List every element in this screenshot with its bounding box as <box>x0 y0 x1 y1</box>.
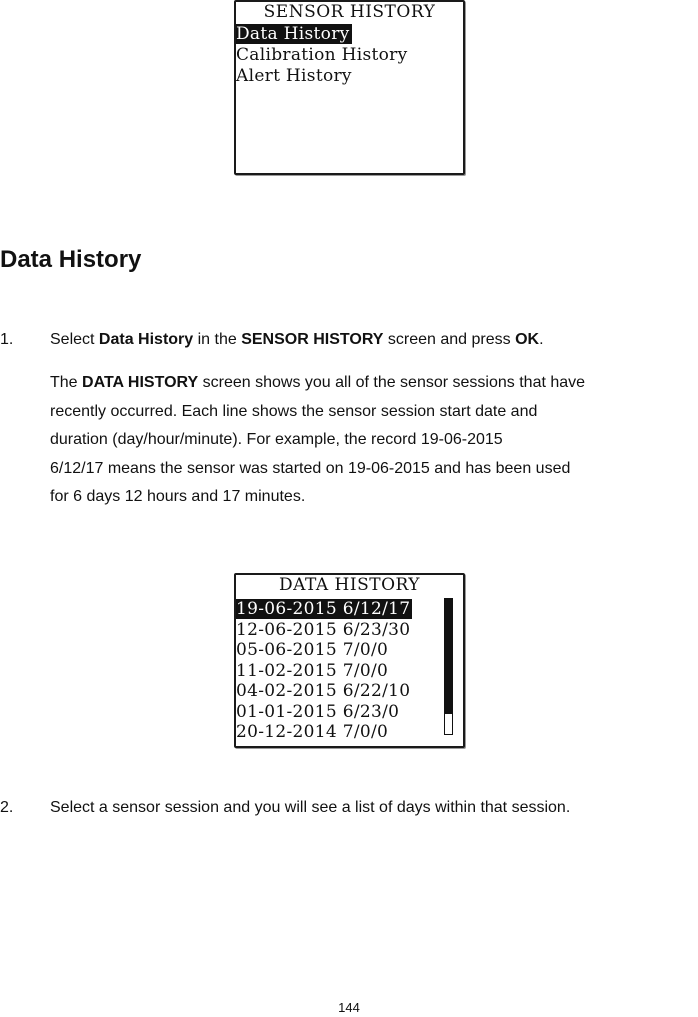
sensor-history-screen <box>234 0 465 175</box>
menu-item-calibration-history[interactable]: Calibration History <box>236 45 408 65</box>
menu-item-data-history[interactable]: Data History <box>236 24 350 44</box>
para-line-5: for 6 days 12 hours and 17 minutes. <box>50 488 306 505</box>
menu-item-alert-history[interactable]: Alert History <box>236 66 352 86</box>
step-text: Select a sensor session and you will see a list of days within that session. <box>50 799 571 816</box>
data-history-description <box>50 369 696 512</box>
step-text: Select Data History in the SENSOR HISTORY screen and press OK. <box>50 331 544 348</box>
step-1 <box>0 326 698 354</box>
history-row[interactable]: 01-01-2015 6/23/0 <box>236 701 400 722</box>
step-number: 1. <box>0 331 14 348</box>
page-number: 144 <box>338 1000 360 1015</box>
history-row[interactable]: 19-06-2015 6/12/17 <box>236 599 411 619</box>
para-line-4: 6/12/17 means the sensor was started on 19-06-2015 and has been used <box>50 459 571 477</box>
data-history-screen <box>234 573 465 748</box>
para-line-2: recently occurred. Each line shows the sensor session start date and <box>50 402 538 420</box>
history-row[interactable]: 11-02-2015 7/0/0 <box>236 660 389 681</box>
data-history-title: DATA HISTORY <box>278 575 421 595</box>
step-number: 2. <box>0 799 14 816</box>
history-row[interactable]: 20-12-2014 7/0/0 <box>236 722 389 742</box>
scrollbar-thumb[interactable] <box>445 599 452 714</box>
history-row[interactable]: 04-02-2015 6/22/10 <box>236 681 411 701</box>
para-line-3: duration (day/hour/minute). For example, the record 19-06-2015 <box>50 431 503 448</box>
step-2 <box>0 794 698 822</box>
scrollbar[interactable] <box>444 598 453 735</box>
history-row[interactable]: 12-06-2015 6/23/30 <box>236 619 411 640</box>
history-row[interactable]: 05-06-2015 7/0/0 <box>236 640 389 660</box>
para-line-1: The DATA HISTORY screen shows you all of the sensor sessions that have <box>50 374 586 391</box>
sensor-history-title: SENSOR HISTORY <box>263 2 436 22</box>
section-heading: Data History <box>0 246 142 273</box>
